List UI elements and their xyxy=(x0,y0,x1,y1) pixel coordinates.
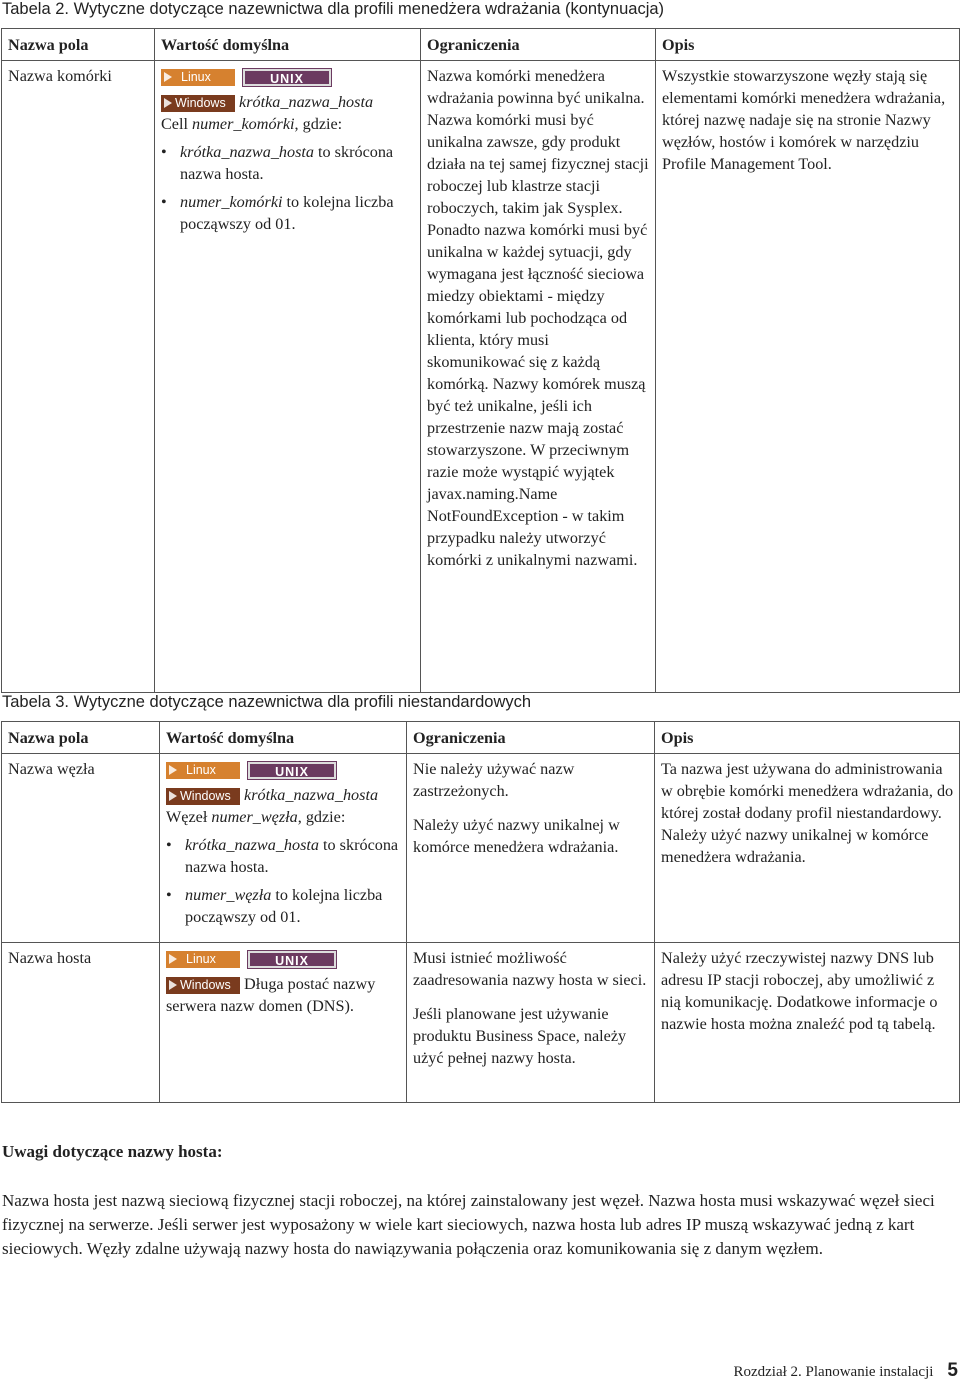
unix-tag xyxy=(248,951,336,968)
node-suffix: , gdzie: xyxy=(297,808,346,826)
table-row xyxy=(2,943,960,1103)
limits-para: Musi istnieć możliwość zaadresowania nazwy hosta w sieci. xyxy=(413,949,647,989)
table3-caption xyxy=(2,691,531,713)
unix-tag-label: UNIX xyxy=(275,764,309,779)
bullet-text: to skrócona nazwa hosta. xyxy=(180,143,394,183)
table3 xyxy=(1,721,960,1103)
desc-cell: Wszystkie stowarzyszone węzły stają się elementami komórki menedżera wdrażania, której nazwę nadaje się na stronie Nazwy węzłów, hostów i komórek w narzędziu Profile Management Tool. xyxy=(656,61,960,693)
windows-tag-label: Windows xyxy=(175,95,226,110)
limits-cell xyxy=(407,754,655,943)
unix-tag xyxy=(243,69,331,86)
default-value-cell xyxy=(160,754,407,943)
bullet-var: numer_węzła xyxy=(185,886,272,904)
windows-tag xyxy=(166,977,240,994)
list-item xyxy=(185,884,401,928)
bullet-text: to kolejna liczba począwszy od 01. xyxy=(185,886,383,926)
bullet-var: krótka_nazwa_hosta xyxy=(185,836,319,854)
windows-line xyxy=(166,784,401,806)
table3-header-row xyxy=(2,722,960,754)
windows-line xyxy=(166,973,401,1017)
table2-header-default: Wartość domyślna xyxy=(155,29,421,61)
arrow-icon xyxy=(164,98,172,108)
arrow-icon xyxy=(169,954,177,964)
table3-header-default: Wartość domyślna xyxy=(160,722,407,754)
windows-tag xyxy=(161,95,235,112)
cell-suffix: , gdzie: xyxy=(294,115,343,133)
bullet-var: krótka_nazwa_hosta xyxy=(180,143,314,161)
linux-tag-label: Linux xyxy=(181,69,211,84)
table2-caption-label: Tabela 2. xyxy=(2,0,69,18)
unix-tag-label: UNIX xyxy=(270,71,304,86)
default-value-cell xyxy=(160,943,407,1103)
table2-header-row xyxy=(2,29,960,61)
table2-caption xyxy=(2,0,664,20)
linux-tag xyxy=(166,951,240,968)
page-footer xyxy=(733,1360,958,1383)
list-item xyxy=(180,191,415,235)
desc-cell: Należy użyć rzeczywistej nazwy DNS lub adresu IP stacji roboczej, aby umożliwić z nią komunikację. Dodatkowe informacje o nazwie hosta można znaleźć pod tą tabelą. xyxy=(655,943,960,1103)
linux-tag xyxy=(166,762,240,779)
list-item xyxy=(185,834,401,878)
arrow-icon xyxy=(169,980,177,990)
table3-caption-text: Wytyczne dotyczące nazewnictwa dla profili niestandardowych xyxy=(73,693,532,711)
linux-tag-label: Linux xyxy=(186,762,216,777)
table2-header-desc: Opis xyxy=(656,29,960,61)
notes-body: Nazwa hosta jest nazwą sieciową fizycznej stacji roboczej, na której zainstalowany jest węzeł. Nazwa hosta musi wskazywać węzeł sieci fizycznej na serwerze. Jeśli serwer jest wyposażony w wiele kart sieciowych, nazwa hosta lub adres IP muszą wskazywać jedną z kart sieciowych. Węzły zdalne używają nazwy hosta do nawiązywania połączenia oraz komunikowania się z danym węzłem. xyxy=(2,1191,935,1258)
cell-prefix: Cell xyxy=(161,115,188,133)
default-host-var: krótka_nazwa_hosta xyxy=(244,786,379,804)
table3-header-desc: Opis xyxy=(655,722,960,754)
arrow-icon xyxy=(169,765,177,775)
cell-var: numer_komórki xyxy=(192,115,295,133)
platform-tags xyxy=(166,947,401,973)
bullet-text: to kolejna liczba począwszy od 01. xyxy=(180,193,394,233)
table-row xyxy=(2,61,960,693)
unix-tag-label: UNIX xyxy=(275,953,309,968)
windows-tag-label: Windows xyxy=(180,788,231,803)
bullet-var: numer_komórki xyxy=(180,193,283,211)
windows-tag xyxy=(166,788,240,805)
bullet-text: to skrócona nazwa hosta. xyxy=(185,836,399,876)
linux-tag xyxy=(161,69,235,86)
windows-tag-label: Windows xyxy=(180,977,231,992)
limits-cell: Nazwa komórki menedżera wdrażania powinna być unikalna. Nazwa komórki musi być unikalna zawsze, gdy produkt działa na tej samej fizycznej stacji roboczej lub klastrze stacji roboczych, takim jak Sysplex. Ponadto nazwa komórki musi być unikalna w każdej sytuacji, gdy wymagana jest łączność sieciowa miedzy obiektami - między komórkami lub pochodząca od klienta, który musi skomunikować się z każdą komórką. Nazwy komórek muszą być też unikalne, jeśli ich przestrzenie nazw mają zostać stowarzyszone. W przeciwnym razie może wystąpić wyjątek javax.naming.Name NotFoundException - w takim przypadku należy utworzyć komórki z unikalnymi nazwami. xyxy=(421,61,656,693)
node-var: numer_węzła xyxy=(211,808,298,826)
field-name: Nazwa hosta xyxy=(2,943,160,1103)
footer-chapter: Rozdział 2. Planowanie instalacji xyxy=(733,1364,934,1380)
field-name: Nazwa węzła xyxy=(2,754,160,943)
notes-heading: Uwagi dotyczące nazwy hosta: xyxy=(2,1142,223,1161)
platform-tags xyxy=(166,758,401,784)
desc-cell: Ta nazwa jest używana do administrowania w obrębie komórki menedżera wdrażania, do której został dodany profil niestandardowy. Należy użyć nazwy unikalnej w komórce menedżera wdrażania. xyxy=(655,754,960,943)
default-node-line xyxy=(166,806,401,828)
default-host-var: krótka_nazwa_hosta xyxy=(239,93,374,111)
field-name: Nazwa komórki xyxy=(2,61,155,693)
table3-caption-label: Tabela 3. xyxy=(2,693,69,711)
default-cell-line xyxy=(161,113,415,135)
table2-header-limits: Ograniczenia xyxy=(421,29,656,61)
table2-caption-text: Wytyczne dotyczące nazewnictwa dla profili menedżera wdrażania (kontynuacja) xyxy=(73,0,665,18)
node-prefix: Węzeł xyxy=(166,808,208,826)
default-text: Długa postać nazwy serwera nazw domen (DNS). xyxy=(166,975,376,1015)
table3-header-field: Nazwa pola xyxy=(2,722,160,754)
list-item xyxy=(180,141,415,185)
default-value-cell xyxy=(155,61,421,693)
bullet-list xyxy=(166,834,401,928)
arrow-icon xyxy=(164,72,172,82)
unix-tag xyxy=(248,762,336,779)
arrow-icon xyxy=(169,791,177,801)
limits-para: Należy użyć nazwy unikalnej w komórce menedżera wdrażania. xyxy=(413,816,620,856)
windows-line xyxy=(161,91,415,113)
limits-cell xyxy=(407,943,655,1103)
limits-para: Jeśli planowane jest używanie produktu Business Space, należy użyć pełnej nazwy hosta. xyxy=(413,1005,627,1067)
platform-tags xyxy=(161,65,415,91)
linux-tag-label: Linux xyxy=(186,951,216,966)
page-number: 5 xyxy=(947,1360,958,1381)
table2-header-field: Nazwa pola xyxy=(2,29,155,61)
bullet-list xyxy=(161,141,415,235)
table-row xyxy=(2,754,960,943)
limits-para: Nie należy używać nazw zastrzeżonych. xyxy=(413,760,575,800)
table2 xyxy=(1,28,960,693)
table3-header-limits: Ograniczenia xyxy=(407,722,655,754)
